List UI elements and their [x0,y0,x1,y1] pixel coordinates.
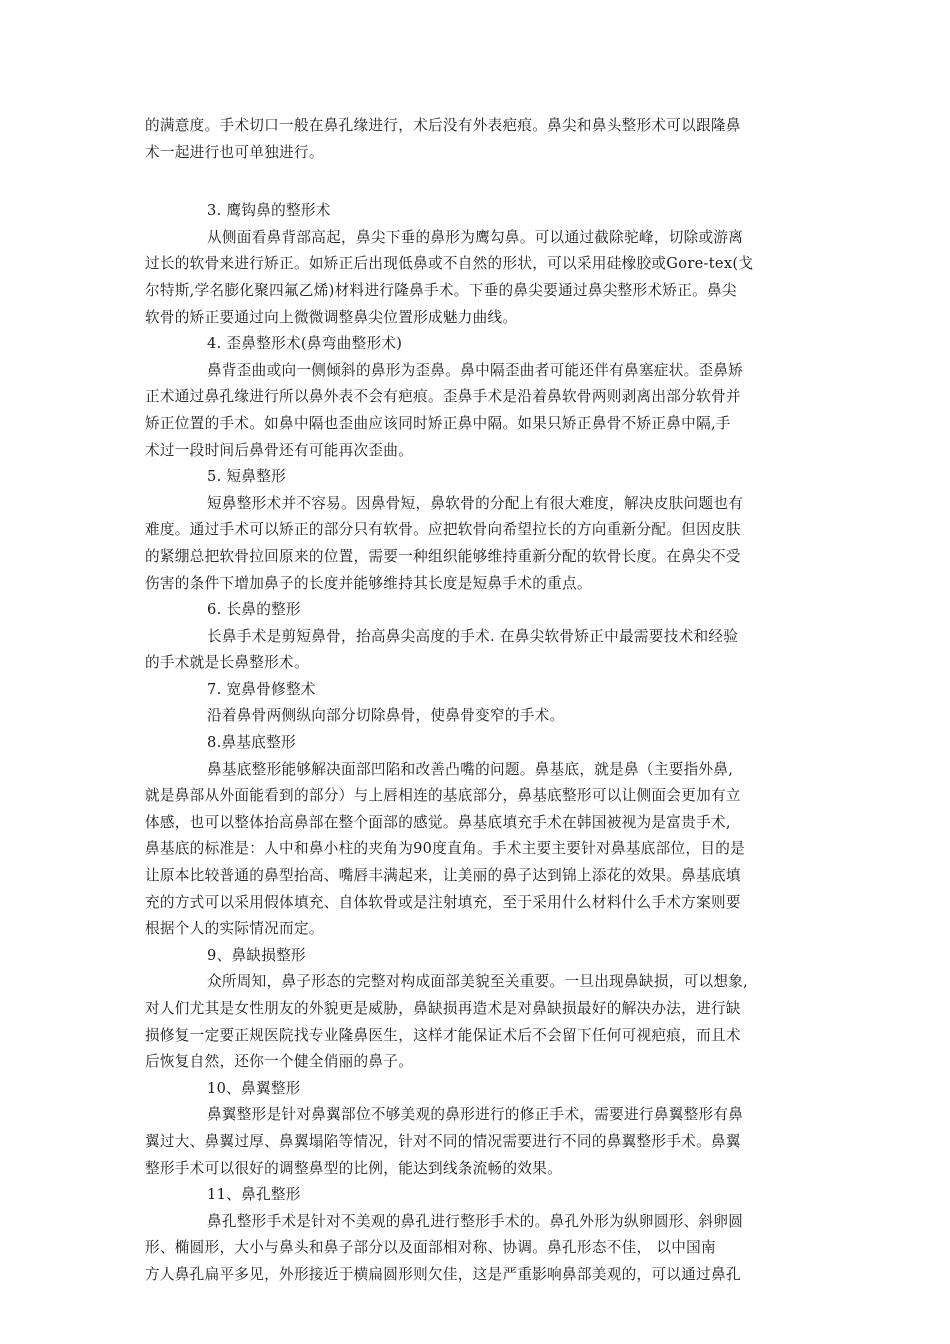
text-line: 术一起进行也可单独进行。 [145,143,324,161]
text-line: 根据个人的实际情况而定。 [145,920,324,938]
text-line: 尔特斯,学名膨化聚四氟乙烯)材料进行隆鼻手术。下垂的鼻尖要通过鼻尖整形术矫正。鼻尖 [145,281,737,299]
text-line: 长鼻手术是剪短鼻骨，抬高鼻尖高度的手术. 在鼻尖软骨矫正中最需要技术和经验 [207,627,739,645]
text-line: 方人鼻孔扁平多见，外形接近于横扁圆形则欠佳，这是严重影响鼻部美观的，可以通过鼻孔 [145,1265,741,1283]
section-heading: 8.鼻基底整形 [207,734,296,752]
text-line: 术过一段时间后鼻骨还有可能再次歪曲。 [145,441,414,459]
section-heading: 11、鼻孔整形 [207,1186,301,1204]
paragraph-gap [145,166,810,198]
text-line: 正术通过鼻孔缘进行所以鼻外表不会有疤痕。歪鼻手术是沿着鼻软骨两则剥离出部分软骨并 [145,388,741,406]
text-line: 过长的软骨来进行矫正。如矫正后出现低鼻或不自然的形状，可以采用硅橡胶或Gore-tex(戈 [145,255,754,273]
section-heading: 5. 短鼻整形 [207,468,287,486]
text-line: 鼻基底的标准是：人中和鼻小柱的夹角为90度直角。手术主要主要针对鼻基底部位，目的是 [145,840,746,858]
text-line: 翼过大、鼻翼过厚、鼻翼塌陷等情况，针对不同的情况需要进行不同的鼻翼整形手术。鼻翼 [145,1132,741,1150]
text-line: 鼻背歪曲或向一侧倾斜的鼻形为歪鼻。鼻中隔歪曲者可能还伴有鼻塞症状。歪鼻矫 [207,361,744,379]
text-line: 整形手术可以很好的调整鼻型的比例，能达到线条流畅的效果。 [145,1159,563,1177]
text-line: 的满意度。手术切口一般在鼻孔缘进行，术后没有外表疤痕。鼻尖和鼻头整形术可以跟隆鼻 [145,117,741,134]
text-line: 鼻孔整形手术是针对不美观的鼻孔进行整形手术的。鼻孔外形为纵卵圆形、斜卵圆 [207,1212,744,1230]
section-heading: 10、鼻翼整形 [207,1079,301,1097]
text-line: 后恢复自然，还你一个健全俏丽的鼻子。 [145,1053,414,1071]
text-line: 鼻翼整形是针对鼻翼部位不够美观的鼻形进行的修正手术，需要进行鼻翼整形有鼻 [207,1106,744,1124]
document-page [145,113,810,1289]
text-line: 软骨的矫正要通过向上微微调整鼻尖位置形成魅力曲线。 [145,308,518,326]
text-line: 鼻基底整形能够解决面部凹陷和改善凸嘴的问题。鼻基底，就是鼻（主要指外鼻, [207,760,734,778]
text-line: 充的方式可以采用假体填充、自体软骨或是注射填充，至于采用什么材料什么手术方案则要 [145,893,741,911]
text-line: 的紧绷总把软骨拉回原来的位置，需要一种组织能够维持重新分配的软骨长度。在鼻尖不受 [145,547,741,565]
text-line: 就是鼻部从外面能看到的部分）与上唇相连的基底部分，鼻基底整形可以让侧面会更加有立 [145,787,741,805]
text-line: 的手术就是长鼻整形术。 [145,654,309,672]
text-line: 体感，也可以整体抬高鼻部在整个面部的感觉。鼻基底填充手术在韩国被视为是富贵手术, [145,813,731,831]
text-line: 难度。通过手术可以矫正的部分只有软骨。应把软骨向希望拉长的方向重新分配。但因皮肤 [145,521,741,539]
section-heading: 9、鼻缺损整形 [207,946,306,964]
section-heading: 7. 宽鼻骨修整术 [207,680,316,698]
text-line: 损修复一定要正规医院找专业隆鼻医生，这样才能保证术后不会留下任何可视疤痕，而且术 [145,1026,741,1044]
text-line: 从侧面看鼻背部高起，鼻尖下垂的鼻形为鹰勾鼻。可以通过截除驼峰，切除或游离 [207,228,744,246]
section-heading: 6. 长鼻的整形 [207,601,301,619]
section-heading: 4. 歪鼻整形术(鼻弯曲整形术) [207,335,403,353]
text-line: 让原本比较普通的鼻型抬高、嘴唇丰满起来，让美丽的鼻子达到锦上添花的效果。鼻基底填 [145,867,741,885]
text-line: 形、椭圆形，大小与鼻头和鼻子部分以及面部相对称、协调。鼻孔形态不佳， 以中国南 [145,1239,716,1257]
text-line: 众所周知，鼻子形态的完整对构成面部美貌至关重要。一旦出现鼻缺损，可以想象, [207,973,749,991]
text-line: 沿着鼻骨两侧纵向部分切除鼻骨，使鼻骨变窄的手术。 [207,707,565,725]
text-line: 矫正位置的手术。如鼻中隔也歪曲应该同时矫正鼻中隔。如果只矫正鼻骨不矫正鼻中隔,手 [145,414,731,432]
section-heading: 3. 鹰钩鼻的整形术 [207,202,331,220]
text-line: 伤害的条件下增加鼻子的长度并能够维持其长度是短鼻手术的重点。 [145,574,592,592]
text-line: 短鼻整形术并不容易。因鼻骨短，鼻软骨的分配上有很大难度，解决皮肤问题也有 [207,494,744,512]
text-line: 对人们尤其是女性朋友的外貌更是威胁，鼻缺损再造术是对鼻缺损最好的解决办法，进行缺 [145,1000,741,1017]
